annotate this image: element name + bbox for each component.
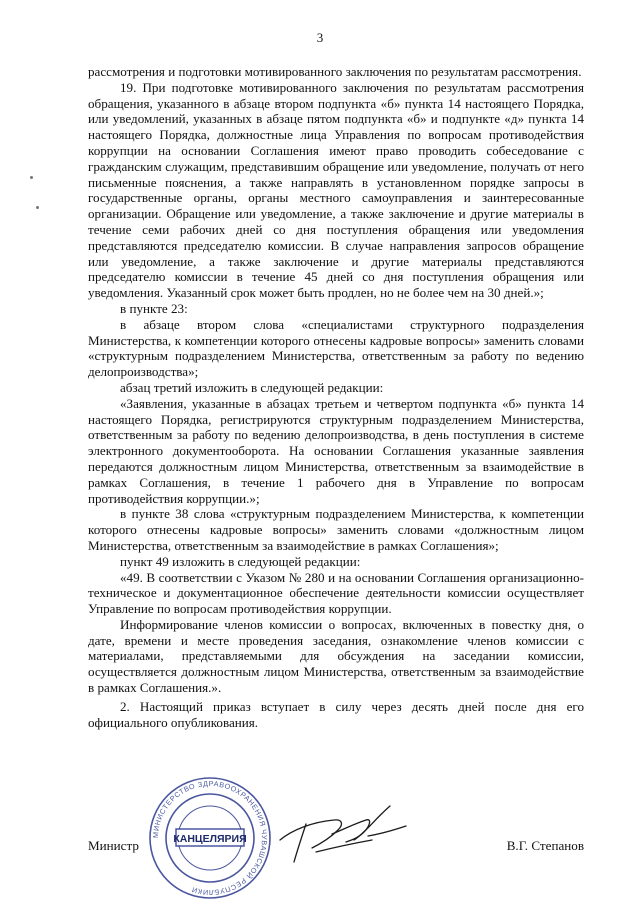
stamp-ring-text: МИНИСТЕРСТВО ЗДРАВООХРАНЕНИЯ ЧУВАШСКОЙ РЕСПУБЛИКИ <box>150 778 270 898</box>
paragraph-effective-date: 2. Настоящий приказ вступает в силу через десять дней после дня его официального опубликования. <box>88 698 584 730</box>
document-body <box>88 64 584 730</box>
signatory-name: В.Г. Степанов <box>506 838 584 853</box>
paragraph-point-23: в пункте 23: <box>120 300 188 316</box>
scan-dot <box>30 176 33 179</box>
page-number: 3 <box>316 30 324 45</box>
paragraph-second-abzac: в абзаце втором слова «специалистами структурного подразделения Министерства, к компетенции которого отнесены кадровые вопросы» заменить словами «структурным подразделением Министерства, ответственным за работу по ведению делопроизводства»; <box>88 316 584 380</box>
stamp-center-text: КАНЦЕЛЯРИЯ <box>173 833 247 845</box>
scan-dot <box>36 206 39 209</box>
paragraph-informing: Информирование членов комиссии о вопросах, включенных в повестку дня, о дате, времени и месте проведения заседания, ознакомление членов комиссии с материалами, представляемыми для обсуждения на заседании комиссии, осуществляется должностным лицом Министерства, ответственным за взаимодействие в рамках Соглашения.». <box>88 616 584 696</box>
paragraph-applications: «Заявления, указанные в абзацах третьем и четвертом подпункта «б» пункта 14 настоящего Порядка, регистрируются структурным подразделением Министерства, ответственным за работу по ведению делопроизводства, в день поступления в системе электронного документооборота. На основании Соглашения указанные заявления передаются должностным лицом Министерства, ответственным за взаимодействие в рамках Соглашения, в течение 1 рабочего дня в Управление по вопросам противодействия коррупции.»; <box>88 395 584 506</box>
paragraph-continuation: рассмотрения и подготовки мотивированного заключения по результатам рассмотрения. <box>88 64 582 79</box>
paragraph-item-19: 19. При подготовке мотивированного заключения по результатам рассмотрения обращения, указанного в абзаце втором подпункта «б» пункта 14 настоящего Порядка, или уведомлений, указанных в абзаце пятом подпункта «б» и подпункте «д» пункта 14 настоящего Порядка, должностные лица Управления по вопросам противодействия коррупции на основании Соглашения имеют право проводить собеседование с гражданским служащим, представившим обращение или уведомление, получать от него письменные пояснения, а также направлять в установленном порядке запросы в государственные органы, органы местного самоуправления и заинтересованные организации. Обращение или уведомление, а также заключение и другие материалы в течение семи рабочих дней со дня поступления обращения или уведомления представляются председателю комиссии. В случае направления запросов обращение или уведомление, а также заключение и другие материалы представляются председателю комиссии в течение 45 дней со дня поступления обращения или уведомления. Указанный срок может быть продлен, но не более чем на 30 дней.»; <box>88 79 584 301</box>
signatory-title: Министр <box>88 838 139 853</box>
paragraph-point-49: «49. В соответствии с Указом № 280 и на основании Соглашения организационно-техническое и документационное обеспечение деятельности комиссии осуществляет Управление по вопросам противодействия коррупции. <box>88 569 584 617</box>
paragraph-point-49-intro: пункт 49 изложить в следующей редакции: <box>120 553 361 569</box>
paragraph-point-38: в пункте 38 слова «структурным подразделением Министерства, к компетенции которого отнесены кадровые вопросы» заменить словами «должностным лицом Министерства, ответственным за взаимодействие в рамках Соглашения»; <box>88 506 584 553</box>
paragraph-third-abzac: абзац третий изложить в следующей редакции: <box>120 379 384 395</box>
official-stamp <box>135 773 285 903</box>
handwritten-signature <box>272 800 412 870</box>
